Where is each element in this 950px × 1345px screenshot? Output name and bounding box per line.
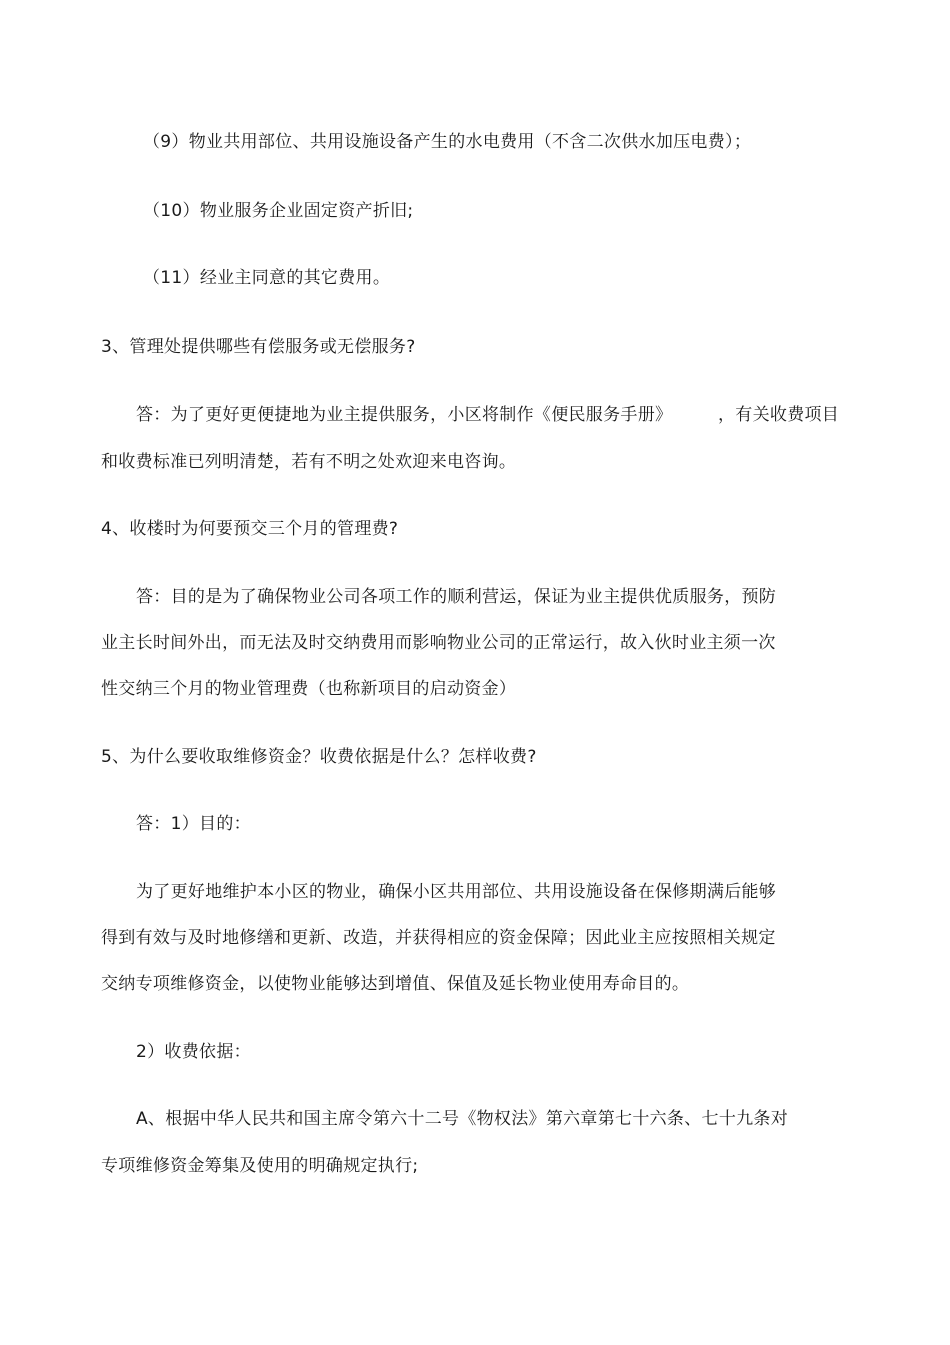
expense-item-11: （11）经业主同意的其它费用。 [143,268,391,288]
answer-4-line-2: 业主长时间外出，而无法及时交纳费用而影响物业公司的正常运行，故入伙时业主须一次 [101,633,776,653]
purpose-paragraph-line-3: 交纳专项维修资金，以使物业能够达到增值、保值及延长物业使用寿命目的。 [101,974,690,994]
answer-4-line-1: 答：目的是为了确保物业公司各项工作的顺利营运，保证为业主提供优质服务，预防 [136,587,777,607]
purpose-paragraph-line-2: 得到有效与及时地修缮和更新、改造，并获得相应的资金保障；因此业主应按照相关规定 [101,928,776,948]
question-4: 4、收楼时为何要预交三个月的管理费? [101,519,399,539]
question-5: 5、为什么要收取维修资金？收费依据是什么？怎样收费? [101,747,537,767]
answer-4-line-3: 性交纳三个月的物业管理费（也称新项目的启动资金） [101,679,517,699]
question-3: 3、管理处提供哪些有偿服务或无偿服务? [101,337,416,357]
expense-item-10: （10）物业服务企业固定资产折旧; [143,201,414,221]
expense-item-9: （9）物业共用部位、共用设施设备产生的水电费用（不含二次供水加压电费）； [143,132,752,152]
basis-heading: 2）收费依据： [136,1042,251,1062]
basis-a-line-1: A、根据中华人民共和国主席令第六十二号《物权法》第六章第七十六条、七十九条对 [136,1109,789,1129]
answer-3-line-1: 答：为了更好更便捷地为业主提供服务，小区将制作《便民服务手册》 [136,405,673,425]
answer-5-purpose-heading: 答：1）目的： [136,814,251,834]
basis-a-line-2: 专项维修资金筹集及使用的明确规定执行; [101,1156,419,1176]
answer-3-line-2: 和收费标准已列明清楚，若有不明之处欢迎来电咨询。 [101,452,517,472]
purpose-paragraph-line-1: 为了更好地维护本小区的物业，确保小区共用部位、共用设施设备在保修期满后能够 [136,882,777,902]
answer-3-line-1-tail: ，有关收费项目 [718,405,840,425]
